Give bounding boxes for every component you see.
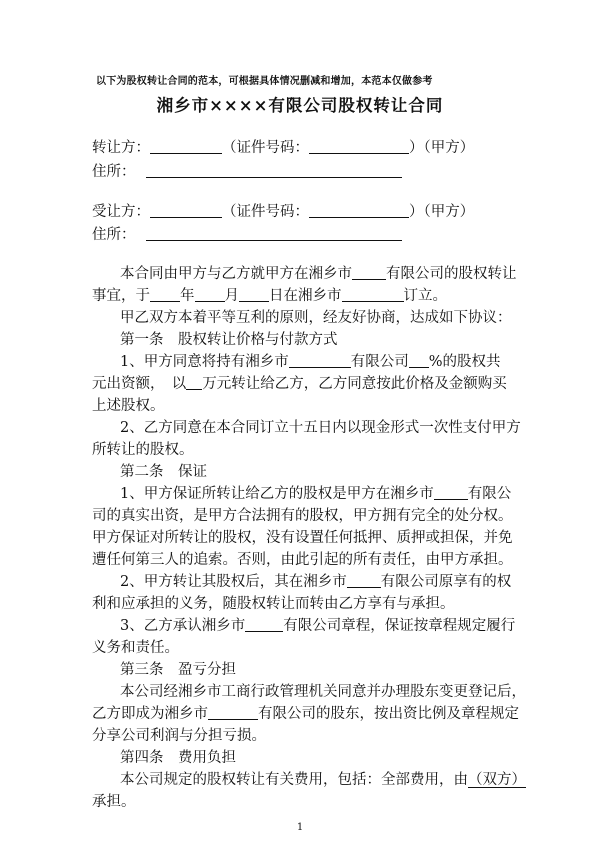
body-line-21: 乙方即成为湘乡市 有限公司的股东，按出资比例及章程规定 (92, 706, 519, 722)
cost-bearer: （双方） (468, 772, 526, 788)
page-number: 1 (296, 822, 304, 833)
transferor-name-blank[interactable] (150, 139, 222, 154)
year-blank[interactable] (150, 288, 180, 302)
place-blank[interactable] (342, 288, 404, 302)
body-line-6: 元出资额， 以 万元转让给乙方，乙方同意按此价格及金额购买 (92, 376, 507, 392)
company-blank[interactable] (352, 266, 386, 280)
company-blank[interactable] (245, 618, 283, 632)
body-line-17: 3、乙方承认湘乡市 有限公司章程，保证按章程规定履行 (120, 618, 516, 634)
body-line-14: 遭任何第三人的追索。否则，由此引起的所有责任，由甲方承担。 (92, 552, 513, 568)
transferee-id-blank[interactable] (309, 203, 409, 218)
body-line-11: 1、甲方保证所转让给乙方的股权是甲方在湘乡市 有限公 (120, 486, 512, 502)
body-line-5: 1、甲方同意将持有湘乡市 有限公司 %的股权共 (120, 354, 501, 370)
header-note: 以下为股权转让合同的范本，可根据具体情况删减和增加，本范本仅做参考 (96, 76, 433, 87)
body-line-2: 事宜，于 年 月 日在湘乡市 订立。 (92, 288, 447, 304)
transferor-suffix: ）（甲方） (409, 140, 475, 156)
body-line-25: 承担。 (92, 794, 136, 810)
transferee-line (92, 200, 474, 221)
transferee-address-line (92, 223, 402, 244)
body-line-18: 义务和责任。 (92, 640, 179, 656)
body-line-3: 甲乙双方本着平等互利的原则，经友好协商，达成如下协议： (120, 310, 512, 326)
article-3-heading: 第三条 盈亏分担 (120, 662, 236, 678)
company-blank[interactable] (289, 354, 351, 368)
article-2-heading: 第二条 保证 (120, 464, 207, 480)
body-line-20: 本公司经湘乡市工商行政管理机关同意并办理股东变更登记后， (120, 684, 526, 700)
article-4-heading: 第四条 费用负担 (120, 750, 236, 766)
body-line-16: 利和应承担的义务，随股权转让而转由乙方享有与承担。 (92, 596, 455, 612)
transferee-label: 受让方： (92, 204, 150, 220)
contract-title: 湘乡市××××有限公司股权转让合同 (156, 96, 444, 115)
month-blank[interactable] (195, 288, 225, 302)
company-blank[interactable] (208, 706, 258, 720)
body-line-8: 2、乙方同意在本合同订立十五日内以现金形式一次性支付甲方 (120, 420, 521, 436)
body-line-7: 上述股权。 (92, 398, 165, 414)
body-line-24: 本公司规定的股权转让有关费用，包括：全部费用，由（双方） (120, 772, 526, 788)
company-blank[interactable] (347, 574, 381, 588)
transferor-line (92, 136, 474, 157)
transferee-suffix: ）（甲方） (409, 204, 475, 220)
body-line-12: 司的真实出资，是甲方合法拥有的股权，甲方拥有完全的处分权。 (92, 508, 513, 524)
company-blank[interactable] (434, 486, 468, 500)
day-blank[interactable] (239, 288, 269, 302)
body-line-22: 分享公司利润与分担亏损。 (92, 728, 266, 744)
body-line-1: 本合同由甲方与乙方就甲方在湘乡市 有限公司的股权转让 (120, 266, 517, 282)
transferor-id-blank[interactable] (309, 139, 409, 154)
percent-blank[interactable] (409, 354, 429, 368)
transferee-id-label: （证件号码： (222, 204, 309, 220)
transferee-address-label: 住所： (92, 227, 136, 243)
transferor-label: 转让方： (92, 140, 150, 156)
body-line-15: 2、甲方转让其股权后，其在湘乡市 有限公司原享有的权 (120, 574, 512, 590)
transferee-name-blank[interactable] (150, 203, 222, 218)
body-line-9: 所转让的股权。 (92, 442, 194, 458)
transferor-address-label: 住所： (92, 164, 136, 180)
transferor-address-blank[interactable] (146, 163, 402, 178)
transferee-address-blank[interactable] (146, 226, 402, 241)
body-line-13: 甲方保证对所转让的股权，没有设置任何抵押、质押或担保，并免 (92, 530, 513, 546)
transferor-id-label: （证件号码： (222, 140, 309, 156)
article-1-heading: 第一条 股权转让价格与付款方式 (120, 332, 338, 348)
amount-blank[interactable] (186, 376, 202, 390)
transferor-address-line (92, 160, 402, 181)
